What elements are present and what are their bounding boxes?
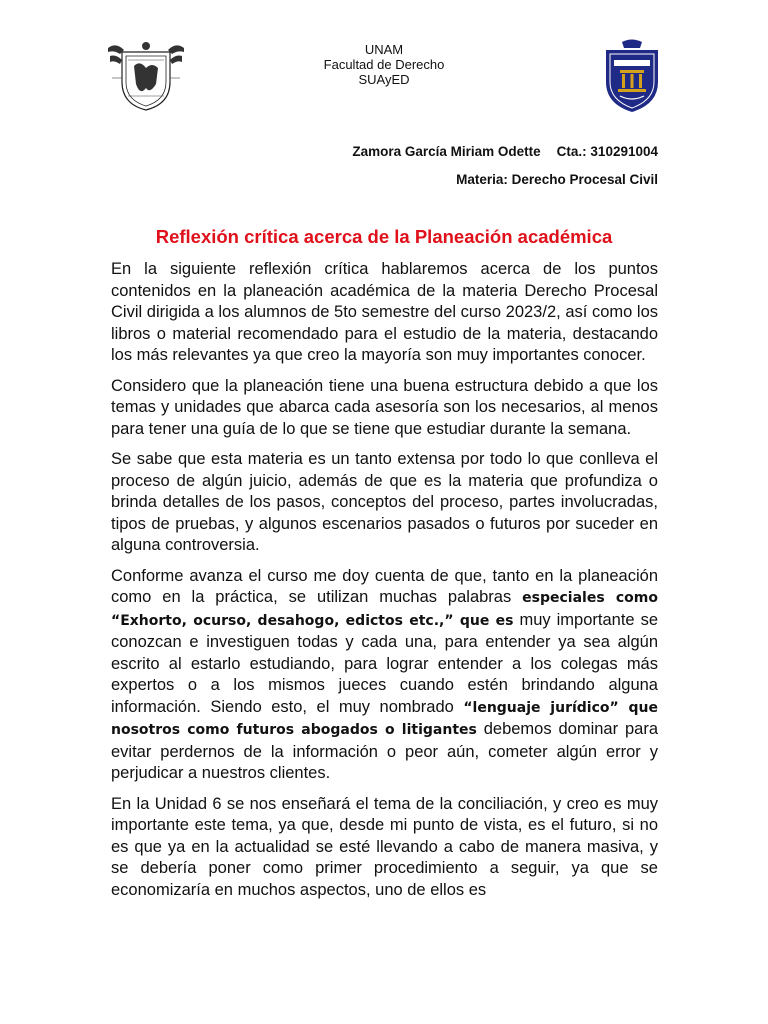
paragraph-5: En la Unidad 6 se nos enseñará el tema de la conciliación, y creo es muy importante este tema, ya que, desde mi punto de vista, es el futuro, si no es que ya en la actualidad se esté llevando a cabo de manera masiva, y se debería poner como primer procedimiento a seguir, ya que se economizaría en muchos aspectos, uno de ellos es xyxy=(111,794,658,899)
document-title: Reflexión crítica acerca de la Planeación académica xyxy=(155,226,613,247)
legal-language-highlight: “lenguaje jurídico” que nosotros como futuros abogados o litigantes xyxy=(111,699,658,738)
document-body xyxy=(111,259,658,910)
header-university: UNAM xyxy=(364,42,404,57)
paragraph-4-text-a: Conforme avanza el curso me doy cuenta de que, tanto en la planeación como en la práctica, se utilizan muchas palabras xyxy=(111,566,658,606)
course-info: Materia: Derecho Procesal Civil xyxy=(456,172,658,187)
paragraph-4-text-e: debemos dominar para evitar perdernos de la información o peor aún, cometer algún error y perjudicar a nuestros clientes. xyxy=(111,720,659,782)
student-name: Zamora García Miriam Odette xyxy=(352,144,541,159)
header-program: SUAyED xyxy=(358,72,410,87)
student-info xyxy=(352,144,658,159)
derecho-shield-icon xyxy=(600,38,664,114)
special-terms-highlight: especiales como “Exhorto, ocurso, desahogo, edictos etc.,” que es xyxy=(111,590,658,629)
paragraph-4 xyxy=(111,566,658,785)
paragraph-2: Considero que la planeación tiene una buena estructura debido a que los temas y unidades que abarca cada asesoría son los necesarios, al menos para tener una guía de lo que se tiene que estudiar durante la semana. xyxy=(111,376,658,438)
header-faculty: Facultad de Derecho xyxy=(323,57,445,72)
paragraph-3: Se sabe que esta materia es un tanto extensa por todo lo que conlleva el proceso de algún juicio, además de que es la materia que profundiza o brinda detalles de los pasos, conceptos del proceso, partes involucradas, tipos de pruebas, y algunos escenarios pasados o futuros por suceder en alguna controversia. xyxy=(111,450,658,554)
paragraph-1: En la siguiente reflexión crítica hablaremos acerca de los puntos contenidos en la planeación académica de la materia Derecho Procesal Civil dirigida a los alumnos de 5to semestre del curso 2023/2, así como los libros o material recomendado para el estudio de la materia, destacando los más relevantes ya que creo la mayoría son muy importantes conocer. xyxy=(111,260,658,364)
student-account: Cta.: 310291004 xyxy=(556,144,658,159)
paragraph-4-text-c: muy importante se conozcan e investiguen todas y cada una, para entender ya sea algún escrito al estarlo estudiando, para lograr entender a los colegas más expertos o a los mismos jueces cuando estén brindando alguna información. Siendo esto, el muy nombrado xyxy=(111,610,659,716)
